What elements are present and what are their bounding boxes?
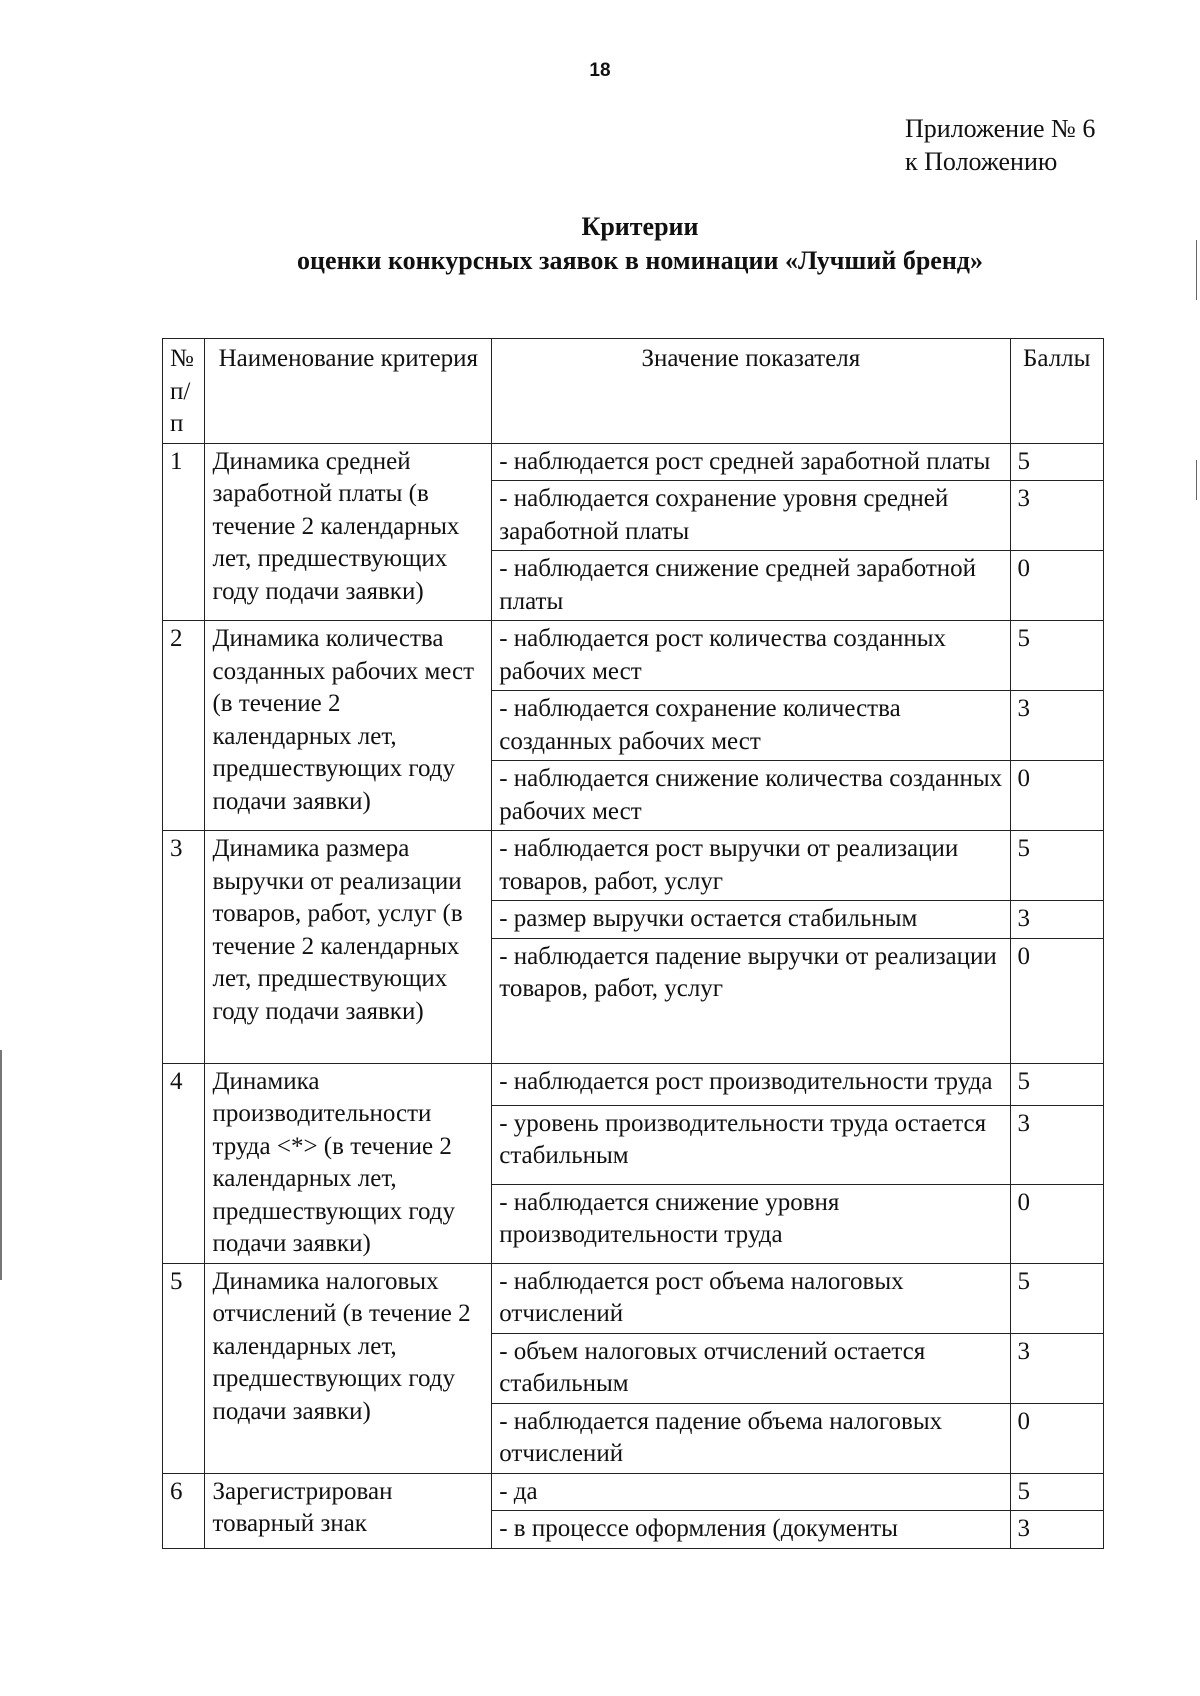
appendix-note [905,112,1095,178]
scan-edge-line [1196,240,1197,300]
criterion-option: - наблюдается снижение уровня производительности труда [492,1184,1010,1263]
appendix-line-1: Приложение № 6 [905,114,1096,143]
table-row [163,831,1104,901]
criterion-name: Динамика размера выручки от реализации товаров, работ, услуг (в течение 2 календарных лет, предшествующих году подачи заявки) [205,831,492,1064]
criterion-name: Зарегистрирован товарный знак [205,1473,492,1548]
option-score: 5 [1010,1063,1104,1105]
option-score: 3 [1010,1333,1104,1403]
option-score: 5 [1010,443,1104,481]
criterion-name: Динамика производительности труда <*> (в течение 2 календарных лет, предшествующих году подачи заявки) [205,1063,492,1263]
row-number: 1 [163,443,205,621]
criterion-name: Динамика количества созданных рабочих мест (в течение 2 календарных лет, предшествующих году подачи заявки) [205,621,492,831]
criterion-option: - наблюдается падение объема налоговых отчислений [492,1403,1010,1473]
criterion-option: - размер выручки остается стабильным [492,901,1010,939]
header-score: Баллы [1010,339,1104,444]
option-score: 0 [1010,1403,1104,1473]
criterion-name: Динамика налоговых отчислений (в течение 2 календарных лет, предшествующих году подачи заявки) [205,1263,492,1473]
scan-edge-line [0,1050,2,1280]
scan-edge-line [1196,460,1197,500]
table-row [163,621,1104,691]
criterion-name: Динамика средней заработной платы (в течение 2 календарных лет, предшествующих году подачи заявки) [205,443,492,621]
criterion-option: - уровень производительности труда остается стабильным [492,1105,1010,1184]
option-score: 5 [1010,1263,1104,1333]
option-score: 0 [1010,761,1104,831]
criterion-option: - объем налоговых отчислений остается стабильным [492,1333,1010,1403]
appendix-line-2: к Положению [905,147,1058,176]
option-score: 3 [1010,481,1104,551]
criterion-option: - наблюдается снижение средней заработной платы [492,551,1010,621]
table-row [163,1263,1104,1333]
criterion-option: - наблюдается снижение количества созданных рабочих мест [492,761,1010,831]
table-row [163,1063,1104,1105]
title-line-2: оценки конкурсных заявок в номинации «Лучший бренд» [297,246,983,275]
option-score: 3 [1010,901,1104,939]
criterion-option: - наблюдается сохранение количества созданных рабочих мест [492,691,1010,761]
row-number: 6 [163,1473,205,1548]
criteria-table [162,338,1104,1549]
option-score: 3 [1010,1105,1104,1184]
criterion-option: - наблюдается падение выручки от реализации товаров, работ, услуг [492,938,1010,1063]
option-score: 0 [1010,551,1104,621]
header-name: Наименование критерия [205,339,492,444]
criterion-option: - наблюдается рост количества созданных рабочих мест [492,621,1010,691]
row-number: 3 [163,831,205,1064]
document-title [0,210,1200,278]
header-value: Значение показателя [492,339,1010,444]
criterion-option: - наблюдается рост средней заработной платы [492,443,1010,481]
table-header-row [163,339,1104,444]
criterion-option: - в процессе оформления (документы [492,1511,1010,1549]
criterion-option: - да [492,1473,1010,1511]
option-score: 5 [1010,831,1104,901]
option-score: 5 [1010,1473,1104,1511]
header-num: № п/ п [163,339,205,444]
table-row [163,443,1104,481]
table-row [163,1473,1104,1511]
criterion-option: - наблюдается рост выручки от реализации товаров, работ, услуг [492,831,1010,901]
title-line-1: Критерии [581,212,699,241]
page-number: 18 [589,60,611,81]
row-number: 2 [163,621,205,831]
option-score: 0 [1010,1184,1104,1263]
row-number: 4 [163,1063,205,1263]
option-score: 3 [1010,1511,1104,1549]
option-score: 0 [1010,938,1104,1063]
option-score: 3 [1010,691,1104,761]
criterion-option: - наблюдается сохранение уровня средней заработной платы [492,481,1010,551]
criterion-option: - наблюдается рост производительности труда [492,1063,1010,1105]
row-number: 5 [163,1263,205,1473]
option-score: 5 [1010,621,1104,691]
criterion-option: - наблюдается рост объема налоговых отчислений [492,1263,1010,1333]
